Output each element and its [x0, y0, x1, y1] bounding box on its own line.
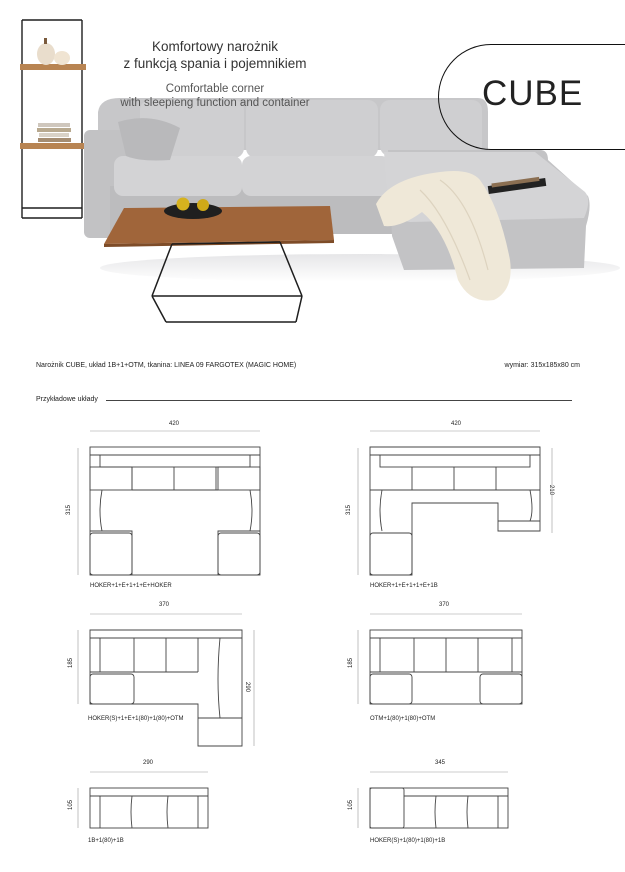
section-label: Przykładowe układy: [36, 396, 98, 403]
product-photo: [0, 0, 625, 335]
plan-2-code: HOKER+1+E+1+1+E+1B: [370, 583, 438, 589]
layout-plan-1: [60, 415, 290, 595]
layout-plan-6: [340, 758, 570, 858]
plan-1-width: 420: [168, 421, 179, 427]
title-pl-line2: z funkcją spania i pojemnikiem: [123, 56, 307, 71]
plan-4-drawing: [340, 600, 570, 750]
plan-6-code: HOKER(S)+1(80)+1(80)+1B: [370, 838, 446, 844]
plan-3-code: HOKER(S)+1+E+1(80)+1(80)+OTM: [88, 716, 184, 722]
layout-plan-3: [60, 600, 290, 750]
layout-plan-5: [60, 758, 290, 858]
plan-1-depth: 315: [66, 505, 72, 516]
product-description: Narożnik CUBE, układ 1B+1+OTM, tkanina: LINEA 09 FARGOTEX (MAGIC HOME): [36, 362, 297, 369]
title-polish: [90, 38, 340, 72]
plan-6-depth: 105: [348, 800, 354, 811]
plan-1-drawing: [60, 415, 290, 595]
plan-4-depth: 185: [348, 658, 354, 669]
plan-1-code: HOKER+1+E+1+1+E+HOKER: [90, 583, 172, 589]
plan-6-width: 345: [434, 760, 445, 766]
plan-3-right: 290: [244, 681, 250, 692]
section-divider: [106, 400, 572, 401]
plan-5-width: 290: [142, 760, 153, 766]
plan-2-depth: 315: [346, 505, 352, 516]
plan-5-code: 1B+1(80)+1B: [88, 838, 124, 844]
plan-3-depth: 185: [68, 658, 74, 669]
plan-3-width: 370: [158, 602, 169, 608]
product-dimensions: wymiar: 315x185x80 cm: [504, 362, 580, 369]
title-english: [90, 82, 340, 110]
title-en-line2: with sleepieng function and container: [120, 97, 310, 109]
plan-2-drawing: [340, 415, 570, 595]
plan-5-depth: 105: [68, 800, 74, 811]
plan-3-drawing: [60, 600, 290, 750]
layout-plan-2: [340, 415, 570, 595]
title-en-line1: Comfortable corner: [165, 83, 265, 95]
plan-2-right: 210: [548, 484, 554, 495]
plan-4-width: 370: [438, 602, 449, 608]
brand-name: CUBE: [482, 74, 584, 113]
title-pl-line1: Komfortowy narożnik: [151, 39, 279, 54]
plan-4-code: OTM+1(80)+1(80)+OTM: [370, 716, 436, 722]
layout-plan-4: [340, 600, 570, 750]
plan-2-width: 420: [450, 421, 461, 427]
